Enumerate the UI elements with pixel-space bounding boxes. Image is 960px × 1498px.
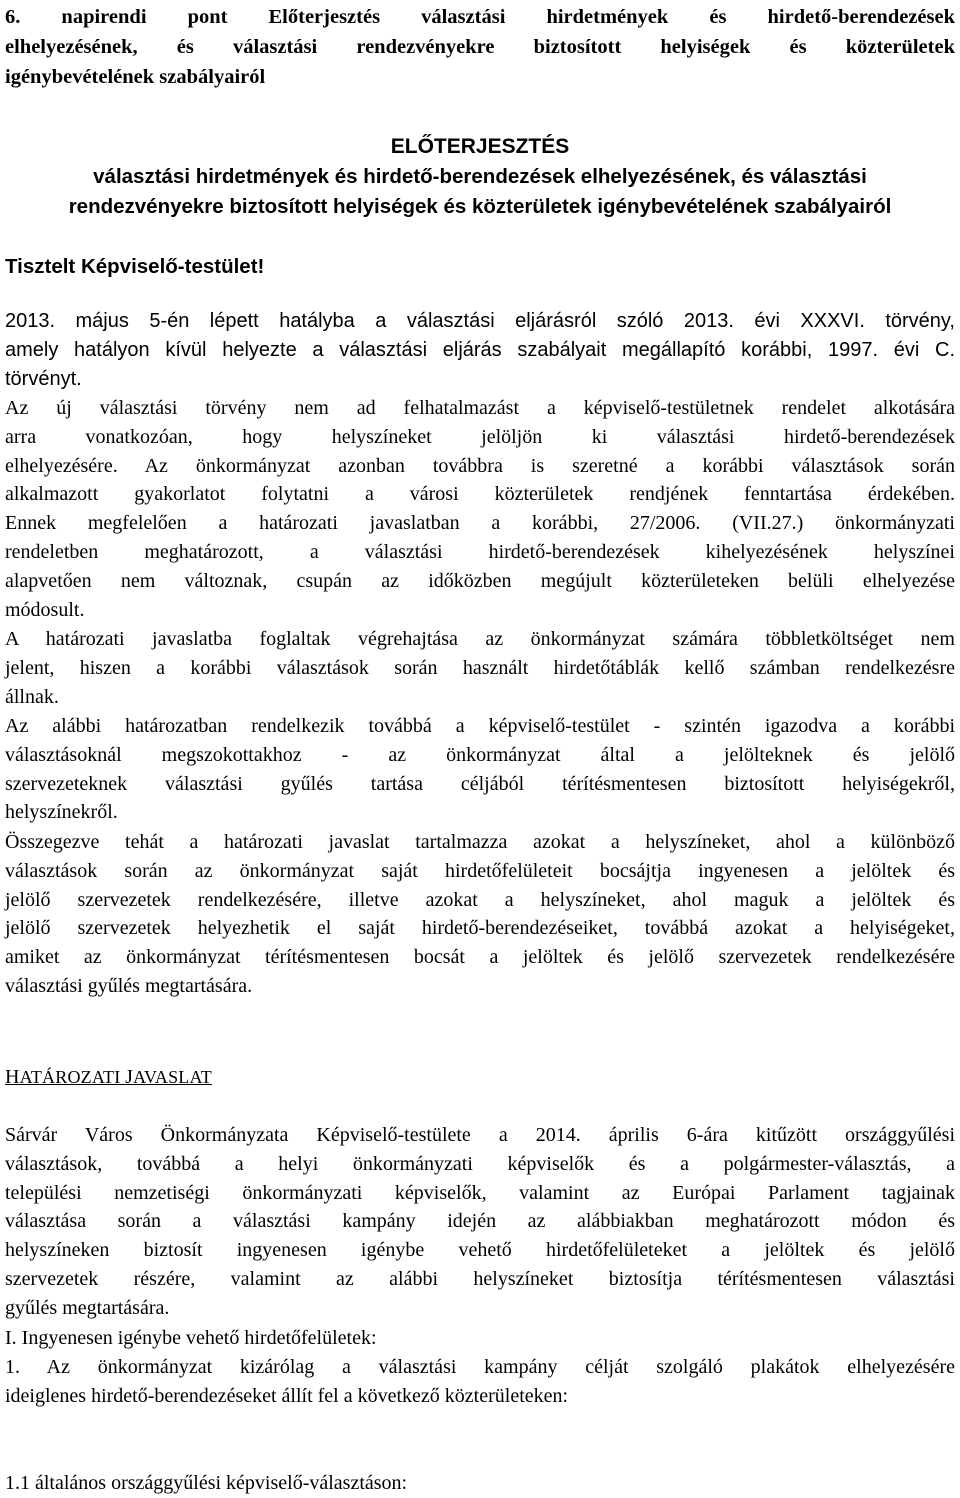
section-free-surfaces — [5, 1324, 955, 1410]
paragraph-main — [5, 394, 955, 624]
paragraph-line: választása során a választási kampány idején az alábbiakban meghatározott módon és — [5, 1210, 955, 1233]
paragraph-line: elhelyezésére. Az önkormányzat azonban továbbra is szeretné a korábbi választások során — [5, 454, 955, 477]
agenda-title-line: igénybevételének szabályairól — [5, 66, 266, 88]
proposal-heading-line: választási hirdetmények és hirdető-berendezések elhelyezésének, és választási — [93, 165, 867, 188]
list-item-continued: ideiglenes hirdető-berendezéseket állít fel a következő közterületeken: — [5, 1384, 569, 1407]
paragraph-line: választások során az önkormányzat saját hirdetőfelületeit bocsájtja ingyenesen a jelöltek és — [5, 859, 955, 882]
paragraph-line: alkalmazott gyakorlatot folytatni a városi közterületek rendjének fenntartása érdekében. — [5, 483, 955, 506]
paragraph-line: módosult. — [5, 598, 85, 621]
paragraph-also — [5, 712, 955, 827]
paragraph-line: szervezetek részére, valamint az alábbi helyszíneket biztosítja térítésmentesen választási — [5, 1267, 955, 1290]
paragraph-line: választásoknál megszokottakhoz - az önkormányzat által a jelölteknek és jelölő — [5, 743, 955, 766]
paragraph-line: gyűlés megtartására. — [5, 1296, 170, 1319]
paragraph-line: jelölő szervezetek rendelkezésére, illetve azokat a helyszíneket, ahol maguk a jelöltek és — [5, 888, 955, 911]
resolution-title-rest: ATÁROZATI — [19, 1067, 126, 1087]
paragraph-line: választások, továbbá a helyi önkormányzati képviselők és a polgármester-választás, a — [5, 1152, 955, 1175]
agenda-title — [5, 2, 955, 92]
agenda-title-line: elhelyezésének, és választási rendezvényekre biztosított helyiségek és közterületek — [5, 36, 955, 58]
section-heading: I. Ingyenesen igénybe vehető hirdetőfelületek: — [5, 1327, 377, 1349]
sub-item-text: 1.1 általános országgyűlési képviselő-választáson: — [5, 1472, 408, 1494]
resolution-title — [5, 1063, 955, 1091]
paragraph-line: helyszínekről. — [5, 801, 118, 824]
paragraph-line: törvényt. — [5, 367, 82, 390]
paragraph-line: amely hatályon kívül helyezte a választási eljárás szabályait megállapító korábbi, 1997. évi C. — [5, 338, 955, 361]
paragraph-line: Ennek megfelelően a határozati javaslatban a korábbi, 27/2006. (VII.27.) önkormányzati — [5, 512, 955, 535]
paragraph-line: állnak. — [5, 685, 59, 708]
paragraph-intro — [5, 307, 955, 393]
paragraph-summary — [5, 828, 955, 1001]
paragraph-line: Sárvár Város Önkormányzata Képviselő-testülete a 2014. április 6-ára kitűzött országgyűlési — [5, 1124, 955, 1146]
paragraph-line: 2013. május 5-én lépett hatályba a választási eljárásról szóló 2013. évi XXXVI. törvény, — [5, 310, 955, 332]
paragraph-line: jelölő szervezetek helyezhetik el saját hirdető-berendezéseiket, továbbá azokat a helyiségeket, — [5, 917, 955, 940]
paragraph-cost — [5, 625, 955, 711]
proposal-heading-title: ELŐTERJESZTÉS — [390, 135, 570, 158]
paragraph-line: helyszíneken biztosít ingyenesen igénybe vehető hirdetőfelületeket a jelöltek és jelölő — [5, 1239, 955, 1262]
resolution-title-text — [5, 1067, 212, 1087]
paragraph-line: települési nemzetiségi önkormányzati képviselők, valamint az Európai Parlament tagjainak — [5, 1181, 955, 1204]
paragraph-line: arra vonatkozóan, hogy helyszíneket jelöljön ki választási hirdető-berendezések — [5, 425, 955, 448]
paragraph-line: A határozati javaslatba foglaltak végrehajtása az önkormányzat számára többletköltséget nem — [5, 628, 955, 650]
sub-item — [5, 1469, 955, 1498]
paragraph-line: rendeletben meghatározott, a választási hirdető-berendezések kihelyezésének helyszínei — [5, 540, 955, 563]
paragraph-line: Az új választási törvény nem ad felhatalmazást a képviselő-testületnek rendelet alkotására — [5, 397, 955, 419]
paragraph-line: Összegezve tehát a határozati javaslat tartalmazza azokat a helyszíneket, ahol a különböző — [5, 831, 955, 853]
resolution-title-initial: H — [5, 1066, 20, 1088]
resolution-title-rest: AVASLAT — [133, 1067, 212, 1087]
list-item: 1. Az önkormányzat kizárólag a választási kampány célját szolgáló plakátok elhelyezésére — [5, 1355, 955, 1378]
proposal-heading-line: rendezvényekre biztosított helyiségek és közterületek igénybevételének szabályairól — [68, 195, 892, 218]
salutation: Tisztelt Képviselő-testület! — [5, 255, 265, 278]
paragraph-resolution — [5, 1121, 955, 1323]
paragraph-line: jelent, hiszen a korábbi választások során használt hirdetőtáblák kellő számban rendelkezésre — [5, 656, 955, 679]
paragraph-line: szervezeteknek választási gyűlés tartása céljából térítésmentesen biztosított helyiségekről, — [5, 772, 955, 795]
paragraph-line: alapvetően nem változnak, csupán az időközben megújult közterületeken belüli elhelyezése — [5, 569, 955, 592]
paragraph-line: amiket az önkormányzat térítésmentesen bocsát a jelöltek és jelölő szervezetek rendelkezésére — [5, 946, 955, 969]
paragraph-line: választási gyűlés megtartására. — [5, 974, 253, 997]
paragraph-line: Az alábbi határozatban rendelkezik továbbá a képviselő-testület - szintén igazodva a korábbi — [5, 715, 955, 737]
proposal-heading — [0, 132, 960, 222]
resolution-title-initial: J — [125, 1066, 134, 1088]
agenda-title-line: 6. napirendi pont Előterjesztés választási hirdetmények és hirdető-berendezések — [5, 6, 955, 28]
